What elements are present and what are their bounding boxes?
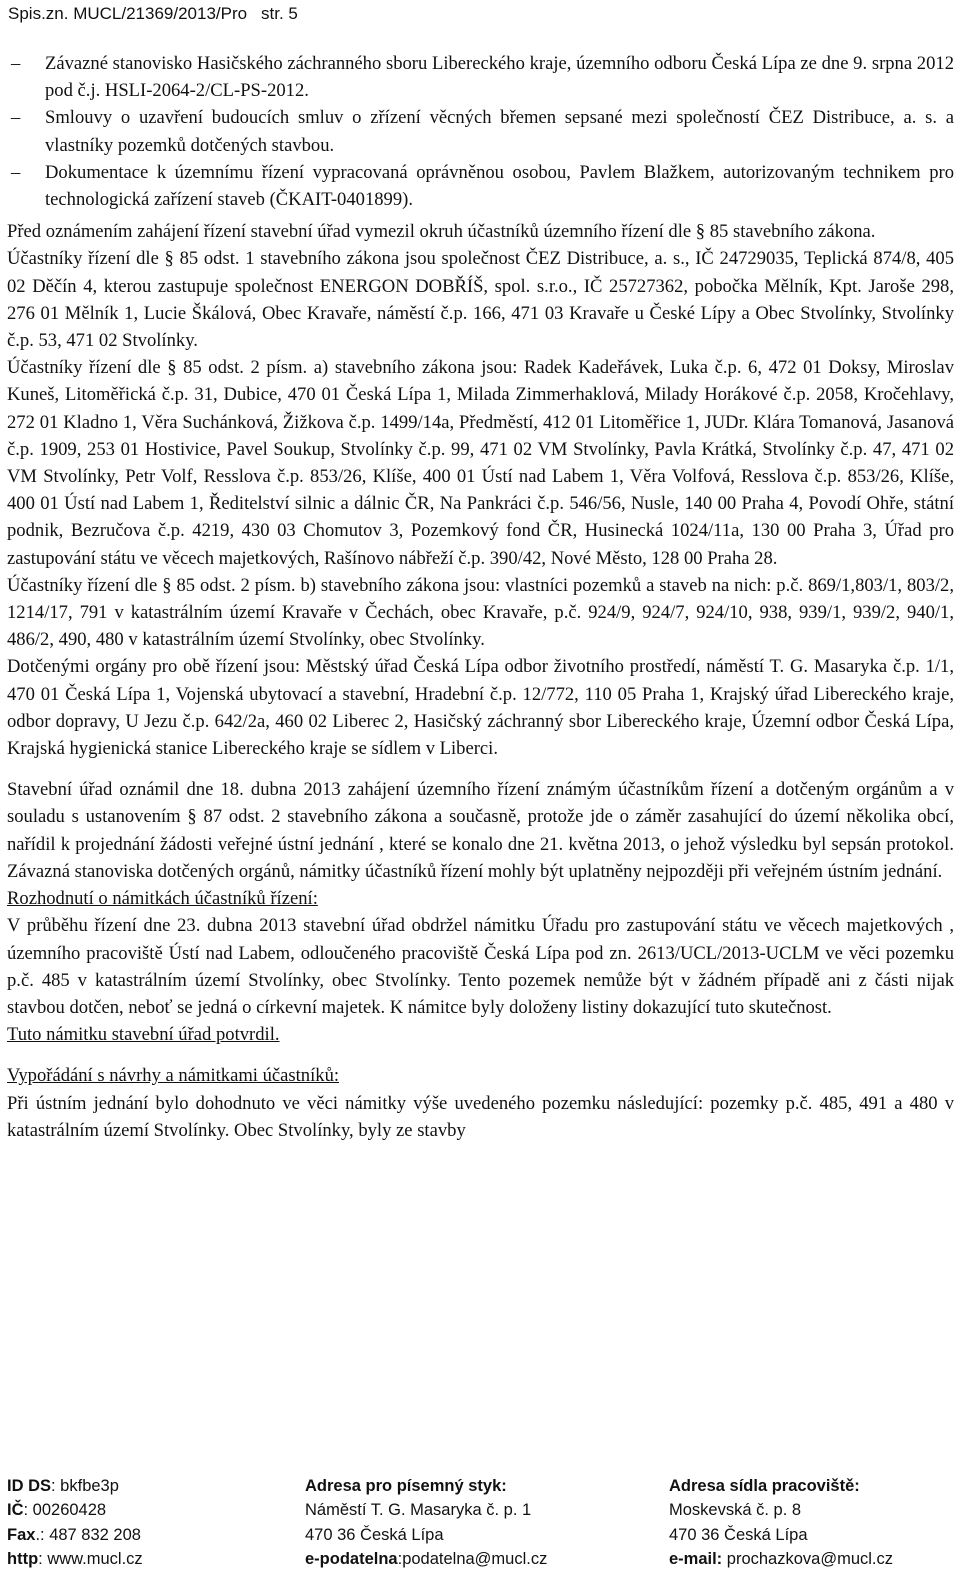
- paragraph-participants-85-1: Účastníky řízení dle § 85 odst. 1 stavebního zákona jsou společnost ČEZ Distribuce, a. s., IČ 24729035, Teplická 874/8, 405 02 Děčín 4, kterou zastupuje společnost ENERGON DOBŘÍŠ, spol. s.r.o., IČ 25727362, pobočka Mělník, Kpt. Jaroše 298, 276 01 Mělník 1, Lucie Škálová, Obec Kravaře, náměstí č.p. 166, 471 03 Kravaře u České Lípy a Obec Stvolínky, Stvolínky č.p. 53, 471 02 Stvolínky.: [7, 248, 954, 352]
- spacer: [7, 1048, 954, 1062]
- paragraph-objection: V průběhu řízení dne 23. dubna 2013 stavební úřad obdržel námitku Úřadu pro zastupování státu ve věcech majetkových , územního pracoviště Ústí nad Labem, odloučeného pracoviště Česká Lípa pod zn. 2613/UCL/2013-UCLM ve věci pozemku p.č. 485 v katastrálním území Stvolínky, obec Stvolínky. Tento pozemek nemůže být v žádném případě ani z části nijak stavbou dotčen, neboť se jedná o církevní majetek. K námitce byly doloženy listiny dokazující tuto skutečnost.: [7, 915, 954, 1018]
- page-header: [8, 2, 952, 30]
- footer-office-title: Adresa sídla pracoviště:: [669, 1477, 860, 1495]
- paragraph-authorities: Dotčenými orgány pro obě řízení jsou: Městský úřad Česká Lípa odbor životního prostředí, náměstí T. G. Masaryka č.p. 1/1, 470 01 Česká Lípa 1, Vojenská ubytovací a stavební, Hradební č.p. 12/772, 110 05 Praha 1, Krajský úřad Libereckého kraje, odbor dopravy, U Jezu č.p. 642/2a, 460 02 Liberec 2, Hasičský záchranný sbor Libereckého kraje, Územní odbor Česká Lípa, Krajská hygienická stanice Libereckého kraje se sídlem v Liberci.: [7, 656, 954, 760]
- file-reference: Spis.zn. MUCL/21369/2013/Pro: [8, 4, 248, 23]
- footer-postal-street: Náměstí T. G. Masaryka č. p. 1: [305, 1501, 532, 1520]
- footer-contact-column: [7, 1474, 143, 1572]
- footer-postal-title: Adresa pro písemný styk:: [305, 1477, 507, 1495]
- list-item-text: Závazné stanovisko Hasičského záchranného sboru Libereckého kraje, územního odboru Česká Lípa ze dne 9. srpna 2012 pod č.j. HSLI-2064-2/CL-PS-2012.: [45, 53, 954, 102]
- paragraph-hearing: Stavební úřad oznámil dne 18. dubna 2013 zahájení územního řízení známým účastníkům řízení a dotčeným orgánům a v souladu s ustanovením § 87 odst. 2 stavebního zákona a současně, protože jde o záměr zasahující do území několika obcí, nařídil k projednání žádosti veřejné ústní jednání , které se konalo dne 21. května 2013, o jehož výsledku byl sepsán protokol. Závazná stanoviska dotčených orgánů, námitky účastníků řízení mohly být uplatněny nejpozději při veřejném ústním jednání.: [7, 779, 954, 882]
- footer-postal-column: [305, 1474, 547, 1572]
- section-heading-settlement: Vypořádání s návrhy a námitkami účastníků:: [7, 1065, 340, 1087]
- paragraph-participants-85-2a: Účastníky řízení dle § 85 odst. 2 písm. a) stavebního zákona jsou: Radek Kadeřávek, Luka č.p. 6, 472 01 Doksy, Miroslav Kuneš, Litoměřická č.p. 31, Dubice, 470 01 Česká Lípa 1, Milada Zimmerhaklová, Milady Horákové č.p. 2058, Kročehlavy, 272 01 Kladno 1, Věra Suchánková, Žižkova č.p. 1499/14a, Předměstí, 412 01 Litoměřice 1, JUDr. Klára Tomanová, Jasanová č.p. 1909, 253 01 Hostivice, Pavel Soukup, Stvolínky č.p. 99, 471 02 VM Stvolínky, Pavla Krátká, Stvolínky č.p. 47, 471 02 VM Stvolínky, Petr Volf, Resslova č.p. 853/26, Klíše, 400 01 Ústí nad Labem 1, Věra Volfová, Resslova č.p. 853/26, Klíše, 400 01 Ústí nad Labem 1, Ředitelství silnic a dálnic ČR, Na Pankráci č.p. 546/56, Nusle, 140 00 Praha 4, Povodí Ohře, státní podnik, Bezručova č.p. 4219, 430 03 Chomutov 3, Pozemkový fond ČR, Husinecká 1024/11a, 130 00 Praha 3, Úřad pro zastupování státu ve věcech majetkových, Rašínovo nábřeží č.p. 390/42, Nové Město, 128 00 Praha 28.: [7, 357, 954, 569]
- paragraph-participants-scope: Před oznámením zahájení řízení stavební úřad vymezil okruh účastníků územního řízení dle § 85 stavebního zákona.: [7, 221, 876, 243]
- footer-office-street: Moskevská č. p. 8: [669, 1501, 802, 1520]
- footer-fax: Fax.: 487 832 208: [7, 1525, 141, 1544]
- footer-email: e-mail: prochazkova@mucl.cz: [669, 1550, 893, 1569]
- footer-epodatelna: e-podatelna:podatelna@mucl.cz: [305, 1550, 548, 1569]
- objection-conclusion: Tuto námitku stavební úřad potvrdil.: [7, 1024, 280, 1046]
- spacer: [7, 762, 954, 776]
- paragraph-participants-85-2b: Účastníky řízení dle § 85 odst. 2 písm. b) stavebního zákona jsou: vlastníci pozemků a staveb na nich: p.č. 869/1,803/1, 803/2, 1214/17, 791 v katastrálním území Kravaře v Čechách, obec Kravaře, p.č. 924/9, 924/7, 924/10, 938, 939/1, 939/2, 940/1, 486/2, 490, 480 v katastrálním území Stvolínky, obec Stvolínky.: [7, 574, 954, 651]
- list-item: [7, 159, 954, 213]
- list-item: [7, 104, 954, 158]
- dash-bullet: –: [11, 161, 21, 183]
- footer-web: http: www.mucl.cz: [7, 1550, 143, 1569]
- list-item-text: Dokumentace k územnímu řízení vypracovaná oprávněnou osobou, Pavlem Blažkem, autorizovaným technikem pro technologická zařízení staveb (ČKAIT-0401899).: [45, 161, 954, 211]
- section-heading-objections: Rozhodnutí o námitkách účastníků řízení:: [7, 888, 318, 910]
- footer-ico: IČ: 00260428: [7, 1501, 107, 1520]
- dash-bullet: –: [11, 107, 21, 129]
- dash-bullet: –: [11, 53, 21, 74]
- footer-office-city: 470 36 Česká Lípa: [669, 1525, 808, 1544]
- paragraph-settlement: Při ústním jednání bylo dohodnuto ve věci námitky výše uvedeného pozemku následující: pozemky p.č. 485, 491 a 480 v katastrálním území Stvolínky. Obec Stvolínky, byly ze stavby: [7, 1092, 954, 1141]
- footer-databox: ID DS: bkfbe3p: [7, 1477, 119, 1495]
- footer-office-column: [669, 1474, 893, 1572]
- footer-postal-city: 470 36 Česká Lípa: [305, 1525, 444, 1544]
- list-item-text: Smlouvy o uzavření budoucích smluv o zřízení věcných břemen sepsané mezi společností ČEZ Distribuce, a. s. a vlastníky pozemků dotčených stavbou.: [45, 107, 954, 156]
- document-body: [7, 50, 954, 1144]
- list-item: [7, 50, 954, 104]
- page-number: str. 5: [261, 4, 298, 23]
- page-footer: [7, 1474, 954, 1571]
